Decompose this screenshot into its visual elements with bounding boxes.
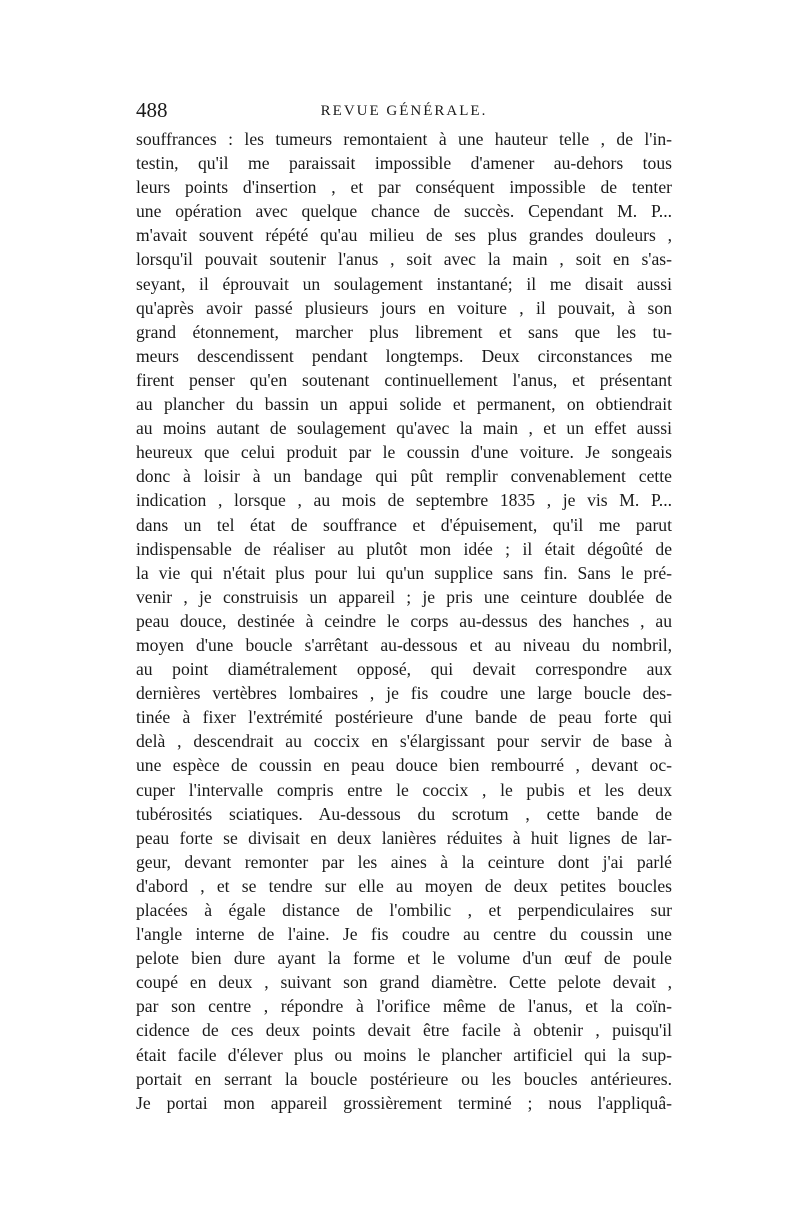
text-line: tinée à fixer l'extrémité postérieure d'une bande de peau forte qui (136, 707, 672, 728)
text-line: grand étonnement, marcher plus librement et sans que les tu- (136, 321, 672, 342)
text-line: testin, qu'il me paraissait impossible d'amener au-dehors tous (136, 153, 672, 174)
text-line: geur, devant remonter par les aines à la ceinture dont j'ai parlé (136, 851, 672, 872)
text-line: l'angle interne de l'aine. Je fis coudre au centre du coussin une (136, 924, 672, 945)
text-line: Je portai mon appareil grossièrement terminé ; nous l'appliquâ- (136, 1092, 672, 1113)
text-line: firent penser qu'en soutenant continuellement l'anus, et présentant (136, 369, 672, 390)
text-line: indispensable de réaliser au plutôt mon idée ; il était dégoûté de (136, 538, 672, 559)
text-line: heureux que celui produit par le coussin d'une voiture. Je songeais (136, 442, 672, 463)
text-line: la vie qui n'était plus pour lui qu'un supplice sans fin. Sans le pré- (136, 562, 672, 583)
running-head: REVUE GÉNÉRALE. (320, 103, 488, 119)
text-line: au moins autant de soulagement qu'avec la main , et un effet aussi (136, 418, 672, 439)
text-line: meurs descendissent pendant longtemps. Deux circonstances me (136, 345, 672, 366)
text-line: leurs points d'insertion , et par conséquent impossible de tenter (136, 177, 672, 198)
page-number: 488 (136, 98, 168, 122)
text-line: une espèce de coussin en peau douce bien rembourré , devant oc- (136, 755, 672, 776)
text-line: une opération avec quelque chance de succès. Cependant M. P... (136, 201, 672, 222)
text-line: dernières vertèbres lombaires , je fis coudre une large boucle des- (136, 683, 672, 704)
text-line: m'avait souvent répété qu'au milieu de ses plus grandes douleurs , (136, 225, 672, 246)
text-line: seyant, il éprouvait un soulagement instantané; il me disait aussi (136, 273, 672, 294)
text-line: dans un tel état de souffrance et d'épuisement, qu'il me parut (136, 514, 672, 535)
text-line: au plancher du bassin un appui solide et permanent, on obtiendrait (136, 394, 672, 415)
text-line: lorsqu'il pouvait soutenir l'anus , soit avec la main , soit en s'as- (136, 249, 672, 270)
text-line: par son centre , répondre à l'orifice même de l'anus, et la coïn- (136, 996, 672, 1017)
text-line: delà , descendrait au coccix en s'élargissant pour servir de base à (136, 731, 672, 752)
text-line: placées à égale distance de l'ombilic , et perpendiculaires sur (136, 900, 672, 920)
text-line: d'abord , et se tendre sur elle au moyen de deux petites boucles (136, 875, 672, 896)
text-line: qu'après avoir passé plusieurs jours en voiture , il pouvait, à son (136, 297, 672, 318)
text-line: venir , je construisis un appareil ; je pris une ceinture doublée de (136, 586, 672, 607)
text-line: souffrances : les tumeurs remontaient à une hauteur telle , de l'in- (136, 129, 672, 149)
text-line: donc à loisir à un bandage qui pût remplir convenablement cette (136, 466, 672, 487)
text-line: moyen d'une boucle s'arrêtant au-dessous et au niveau du nombril, (136, 634, 672, 655)
body-text (136, 127, 672, 1115)
text-line: cidence de ces deux points devait être facile à obtenir , puisqu'il (136, 1020, 672, 1041)
page-header (136, 96, 672, 124)
text-line: peau douce, destinée à ceindre le corps au-dessus des hanches , au (136, 610, 672, 631)
text-line: était facile d'élever plus ou moins le plancher artificiel qui la sup- (136, 1044, 672, 1065)
text-line: coupé en deux , suivant son grand diamètre. Cette pelote devait , (136, 972, 672, 993)
text-line: peau forte se divisait en deux lanières réduites à huit lignes de lar- (136, 827, 672, 848)
text-line: indication , lorsque , au mois de septembre 1835 , je vis M. P... (136, 490, 672, 511)
text-line: portait en serrant la boucle postérieure ou les boucles antérieures. (136, 1068, 672, 1089)
text-line: pelote bien dure ayant la forme et le volume d'un œuf de poule (136, 948, 672, 969)
text-line: au point diamétralement opposé, qui devait correspondre aux (136, 659, 672, 680)
text-line: tubérosités sciatiques. Au-dessous du scrotum , cette bande de (136, 803, 672, 824)
text-line: cuper l'intervalle compris entre le coccix , le pubis et les deux (136, 779, 672, 800)
